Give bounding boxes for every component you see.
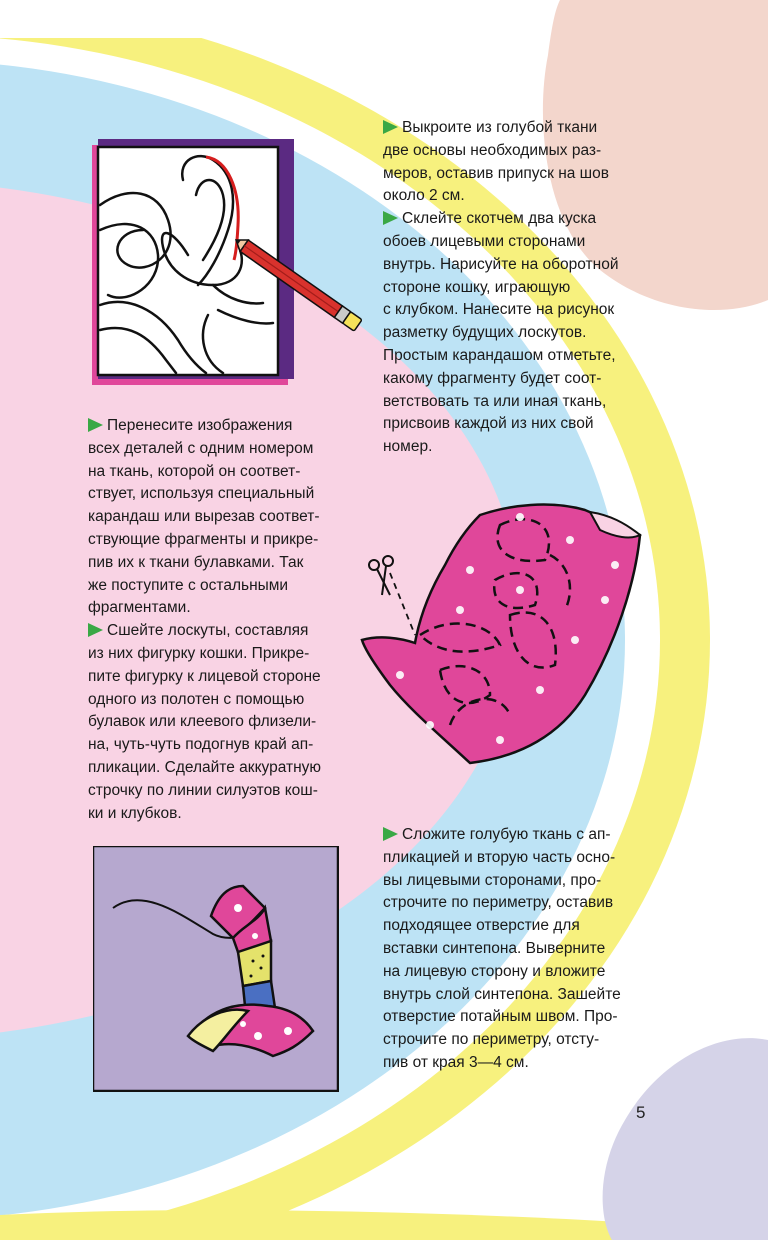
green-bullet-icon (383, 120, 398, 134)
page-number: 5 (636, 1103, 646, 1122)
instructions-left (88, 415, 360, 825)
step-cut-fabric: Выкроите из голубой ткани две основы необходимых раз- меров, оставив припуск на шов около 2 см. (383, 119, 609, 205)
step-assemble: Сложите голубую ткань с ап- пликацией и вторую часть осно- вы лицевыми сторонами, про- строчите по периметру, оставив подходящее отверстие для вставки синтепона. Выверните на лицевую сторону и вложите внутрь слой синтепона. Зашейте отверстие потайным швом. Про- строчите по периметру, отсту- пив от края 3—4 см. (383, 826, 621, 1071)
instructions-bottom-right (383, 824, 658, 1075)
green-bullet-icon (88, 418, 103, 432)
green-bullet-icon (383, 827, 398, 841)
cut-fabric-scissors-icon (360, 495, 650, 770)
step-sew-pieces: Сшейте лоскуты, составляя из них фигурку кошки. Прикре- пите фигурку к лицевой стороне одного из полотен с помощью булавок или клеевого флизели- на, чуть-чуть подогнув край ап- пликации. Сделайте аккуратную строчку по линии силуэтов кош- ки и клубков. (88, 622, 322, 822)
green-bullet-icon (88, 623, 103, 637)
green-bullet-icon (383, 211, 398, 225)
instructions-top-right (383, 117, 658, 459)
step-draw-pattern: Склейте скотчем два куска обоев лицевыми сторонами внутрь. Нарисуйте на оборотной стороне кошку, играющую с клубком. Нанесите на рисунок разметку будущих лоскутов. Простым карандашом отметьте, какому фрагменту будет соот- ветствовать та или иная ткань, присвоив каждой из них свой номер. (383, 210, 619, 456)
sewing-applique-icon (93, 846, 339, 1092)
step-transfer-pattern: Перенесите изображения всех деталей с одним номером на ткань, которой он соответ- ствует, используя специальный карандаш или вырезав соответ- ствующие фрагменты и прикре- пив их к ткани булавками. Так же поступите с остальными фрагментами. (88, 417, 320, 617)
pencil-drawing-icon (88, 135, 363, 390)
scissors-icon (369, 556, 393, 595)
